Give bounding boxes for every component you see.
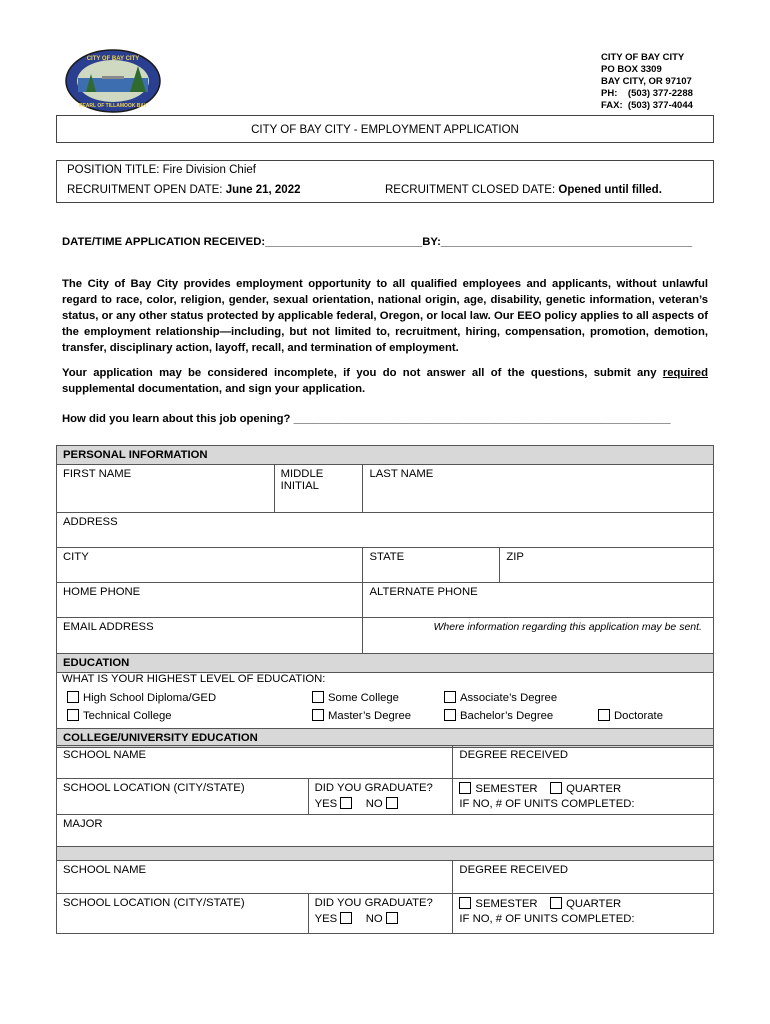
graduate-question-cell-2: DID YOU GRADUATE? YES NO: [308, 894, 453, 934]
edu-option-doctorate[interactable]: Doctorate: [598, 709, 663, 722]
quarter-checkbox[interactable]: [550, 782, 562, 794]
city-field[interactable]: CITY: [57, 548, 363, 583]
checkbox[interactable]: [444, 709, 456, 721]
units-completed-label: IF NO, # OF UNITS COMPLETED:: [459, 798, 635, 810]
address-line: PH: (503) 377-2288: [601, 88, 693, 99]
address-field[interactable]: ADDRESS: [57, 513, 714, 548]
svg-text:CITY OF BAY CITY: CITY OF BAY CITY: [86, 56, 140, 62]
school-location-field-2[interactable]: SCHOOL LOCATION (CITY/STATE): [57, 894, 309, 934]
checkbox[interactable]: [312, 709, 324, 721]
school-location-field[interactable]: SCHOOL LOCATION (CITY/STATE): [57, 779, 309, 815]
first-name-field[interactable]: FIRST NAME: [57, 465, 275, 513]
address-line: CITY OF BAY CITY: [601, 52, 685, 63]
middle-initial-field[interactable]: MIDDLE INITIAL: [274, 465, 363, 513]
open-date-label: RECRUITMENT OPEN DATE:: [67, 184, 223, 196]
semester-checkbox[interactable]: [459, 897, 471, 909]
edu-option-high-school[interactable]: High School Diploma/GED: [67, 691, 216, 704]
state-field[interactable]: STATE: [363, 548, 500, 583]
zip-field[interactable]: ZIP: [500, 548, 714, 583]
position-title-label: POSITION TITLE:: [67, 164, 160, 176]
last-name-field[interactable]: LAST NAME: [363, 465, 714, 513]
school-name-field[interactable]: SCHOOL NAME: [57, 746, 453, 779]
edu-option-associates[interactable]: Associate’s Degree: [444, 691, 557, 704]
email-note: Where information regarding this application may be sent.: [363, 618, 714, 654]
job-source-question[interactable]: How did you learn about this job opening? ____________________________________________________________: [62, 413, 671, 425]
email-field[interactable]: EMAIL ADDRESS: [57, 618, 363, 654]
incomplete-notice: Your application may be considered incomplete, if you do not answer all of the questions, submit any required supplemental documentation, and sign your application.: [62, 367, 708, 395]
required-emphasis: required: [662, 367, 708, 379]
yes-checkbox[interactable]: [340, 912, 352, 924]
no-checkbox[interactable]: [386, 912, 398, 924]
form-title: CITY OF BAY CITY - EMPLOYMENT APPLICATION: [56, 115, 714, 143]
position-info-box: [56, 160, 714, 203]
city-address-block: [601, 52, 693, 112]
college-table-1: [56, 745, 714, 934]
alternate-phone-field[interactable]: ALTERNATE PHONE: [363, 583, 714, 618]
education-question: WHAT IS YOUR HIGHEST LEVEL OF EDUCATION:: [62, 673, 326, 685]
open-date-value: June 21, 2022: [225, 184, 301, 196]
no-checkbox[interactable]: [386, 797, 398, 809]
home-phone-field[interactable]: HOME PHONE: [57, 583, 363, 618]
edu-option-technical[interactable]: Technical College: [67, 709, 172, 722]
edu-option-some-college[interactable]: Some College: [312, 691, 399, 704]
term-cell: SEMESTER QUARTER IF NO, # OF UNITS COMPLETED:: [453, 779, 714, 815]
address-line: BAY CITY, OR 97107: [601, 76, 692, 87]
checkbox[interactable]: [598, 709, 610, 721]
term-cell-2: SEMESTER QUARTER IF NO, # OF UNITS COMPLETED:: [453, 894, 714, 934]
units-completed-label: IF NO, # OF UNITS COMPLETED:: [459, 913, 635, 925]
checkbox[interactable]: [312, 691, 324, 703]
degree-received-field-2[interactable]: DEGREE RECEIVED: [453, 861, 714, 894]
college-section-header: COLLEGE/UNIVERSITY EDUCATION: [57, 729, 714, 748]
education-section-header: EDUCATION: [57, 654, 714, 673]
major-field[interactable]: MAJOR: [57, 815, 714, 847]
city-seal-logo: [64, 48, 162, 114]
graduate-question-cell: DID YOU GRADUATE? YES NO: [308, 779, 453, 815]
graduate-question: DID YOU GRADUATE?: [314, 782, 433, 794]
date-received-line[interactable]: DATE/TIME APPLICATION RECEIVED:_________________________BY:________________________________________: [62, 236, 693, 248]
edu-option-bachelors[interactable]: Bachelor’s Degree: [444, 709, 553, 722]
personal-section-header: PERSONAL INFORMATION: [57, 446, 714, 465]
svg-text:PEARL OF TILLAMOOK BAY: PEARL OF TILLAMOOK BAY: [79, 103, 147, 109]
edu-option-masters[interactable]: Master’s Degree: [312, 709, 411, 722]
degree-received-field[interactable]: DEGREE RECEIVED: [453, 746, 714, 779]
yes-checkbox[interactable]: [340, 797, 352, 809]
graduate-question: DID YOU GRADUATE?: [314, 897, 433, 909]
checkbox[interactable]: [444, 691, 456, 703]
checkbox[interactable]: [67, 709, 79, 721]
semester-checkbox[interactable]: [459, 782, 471, 794]
address-line: PO BOX 3309: [601, 64, 662, 75]
eeo-statement: The City of Bay City provides employment opportunity to all qualified employees and applicants, without unlawful regard to race, color, religion, gender, sexual orientation, national origin, age, disability, genetic information, veteran’s status, or any other status protected by applicable federal, Oregon, or local law. Our EEO policy applies to all aspects of the employment relationship—including, but not limited to, recruitment, hiring, compensation, promotion, demotion, transfer, disciplinary action, layoff, recall, and termination of employment.: [62, 278, 708, 354]
quarter-checkbox[interactable]: [550, 897, 562, 909]
closed-date-label: RECRUITMENT CLOSED DATE:: [385, 184, 556, 196]
position-title-value: Fire Division Chief: [162, 164, 256, 176]
section-divider: [57, 847, 714, 861]
school-name-field-2[interactable]: SCHOOL NAME: [57, 861, 453, 894]
checkbox[interactable]: [67, 691, 79, 703]
closed-date-value: Opened until filled.: [558, 184, 662, 196]
address-line: FAX: (503) 377-4044: [601, 100, 693, 111]
